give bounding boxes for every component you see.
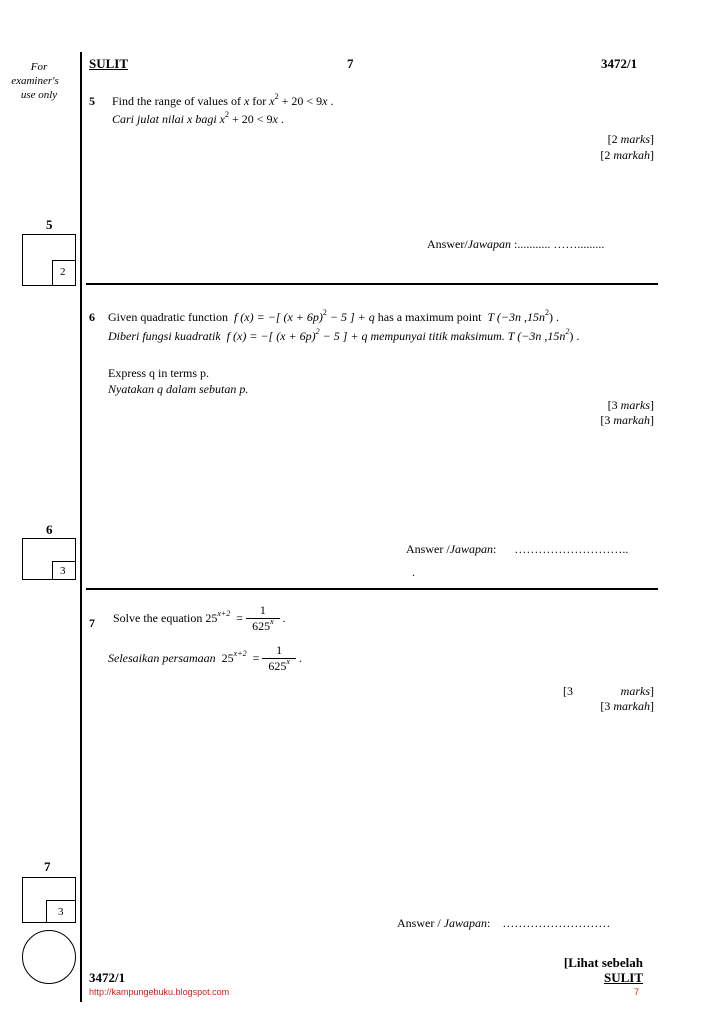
footer-turn-over: [Lihat sebelah: [563, 955, 643, 970]
q7-en-end: .: [282, 611, 286, 625]
q6-ms-func-exp: 2: [315, 327, 320, 336]
margin-label: [6, 60, 72, 102]
q7-malay: [108, 643, 302, 674]
q7-marks-ms-open: [3: [600, 699, 611, 713]
footer-page: 7: [634, 987, 640, 997]
q5-ms-ineq-rest: + 20 < 9: [232, 112, 273, 126]
q7-en-exp: x+2: [217, 609, 231, 618]
q6-marks-en-word: marks: [620, 398, 650, 412]
q7-en-equals: =: [236, 611, 244, 625]
q7-answer-dots[interactable]: : ………………………: [487, 916, 611, 930]
footer-url[interactable]: http://kampungebuku.blogspot.com: [89, 987, 230, 997]
q5-answer-dots[interactable]: :........... …….........: [514, 237, 605, 251]
q7-ms-base: 25: [221, 651, 234, 665]
q6-answer-label: Answer /: [406, 542, 450, 556]
q5-answer-line: [427, 237, 604, 252]
q7-marks-ms: [600, 699, 654, 714]
q6-marks-en-close: ]: [650, 398, 654, 412]
footer-code: 3472/1: [89, 970, 126, 985]
q5-ms-ineq-base: x: [219, 112, 225, 126]
q7-answer-label: Answer /: [397, 916, 441, 930]
q7-answer-line: [397, 916, 610, 931]
q6-express-en: Express q in terms p.: [108, 366, 209, 380]
q5-answer-label-it: Jawapan: [467, 237, 512, 251]
q7-ms-frac-den-exp: x: [286, 657, 290, 666]
q6-ms-point-exp: 2: [565, 327, 570, 336]
q6-ms-prefix: Diberi fungsi kuadratik: [108, 329, 221, 343]
q6-ms-mid: mempunyai titik maksimum.: [370, 329, 505, 343]
q7-marks-en-word: marks: [620, 684, 650, 698]
q5-ms-prefix: Cari julat nilai x bagi: [112, 112, 217, 126]
q5-en-ineq-rest: + 20 < 9: [281, 94, 323, 108]
header-code: 3472/1: [601, 56, 638, 71]
q7-en-prefix: Solve the equation: [113, 611, 203, 625]
q6-ms-func-rest: − 5 ] + q: [322, 329, 368, 343]
q6-express-ms: Nyatakan q dalam sebutan p.: [108, 382, 249, 396]
q7-number: 7: [89, 616, 95, 630]
q6-answer-label-it: Jawapan: [449, 542, 494, 556]
footer-sulit: SULIT: [603, 970, 643, 985]
q6-divider: [86, 588, 658, 590]
total-score-circle[interactable]: [22, 930, 76, 984]
q7-ms-end: .: [298, 651, 302, 665]
q6-box-number: 6: [46, 522, 53, 537]
q7-ms-exp: x+2: [233, 649, 247, 658]
q7-en-frac-den-exp: x: [270, 617, 274, 626]
q6-marks-ms: [600, 413, 654, 428]
q7-marks-en-open: [3: [563, 684, 573, 698]
q7-marks-ms-word: markah: [613, 699, 650, 713]
q6-ms-point: T (−3n ,15n: [507, 329, 566, 343]
q6-english: [108, 310, 559, 325]
q6-en-prefix: Given quadratic function: [108, 310, 228, 324]
q6-number: 6: [89, 310, 95, 324]
q6-en-point-close: ) .: [549, 310, 559, 324]
q7-marks-en: [563, 684, 654, 699]
q7-ms-equals: =: [252, 651, 260, 665]
q7-marks-en-close: ]: [650, 684, 654, 698]
header-page-number: 7: [347, 56, 354, 71]
q5-marks-en-word: marks: [620, 132, 650, 146]
q5-marks-en-open: [2: [607, 132, 618, 146]
q7-ms-frac-den: 625: [268, 659, 287, 673]
margin-label-line3: use only: [20, 89, 58, 101]
q6-answer-dot: .: [412, 565, 415, 579]
q5-marks-ms: [600, 148, 654, 163]
q5-answer-label: Answer/: [427, 237, 468, 251]
q5-en-ineq-base: x: [269, 94, 275, 108]
q7-box-number: 7: [44, 859, 51, 874]
q5-en-var: x: [243, 94, 250, 108]
q5-divider: [86, 283, 658, 285]
q5-marks-ms-close: ]: [650, 148, 654, 162]
q7-ms-prefix: Selesaikan persamaan: [108, 651, 216, 665]
q7-answer-label-it: Jawapan: [443, 916, 488, 930]
q6-box-marks: 3: [60, 565, 66, 577]
q5-ms-ineq-exp: 2: [225, 110, 229, 119]
q6-ms-func: f (x) = −[ (x + 6p): [226, 329, 316, 343]
q6-answer-dots[interactable]: : ………………………..: [493, 542, 629, 556]
q5-en-ineq-exp: 2: [274, 92, 279, 101]
q7-en-frac-den: 625: [252, 619, 271, 633]
q6-marks-ms-close: ]: [650, 413, 654, 427]
q5-box-marks: 2: [60, 266, 66, 278]
q5-ms-ineq-var: x: [272, 112, 278, 126]
q7-english: [113, 603, 286, 634]
q6-en-func-exp: 2: [322, 308, 327, 317]
q6-ms-point-close: ) .: [569, 329, 580, 343]
q5-english: Find the range of values of x for $x^2 + 20 < 9x$ .: [112, 92, 334, 108]
q7-ms-frac-num: 1: [262, 643, 296, 659]
q6-en-point: T (−3n ,15n: [487, 310, 545, 324]
q5-marks-ms-word: markah: [613, 148, 650, 162]
q7-en-base: 25: [205, 611, 218, 625]
q5-malay: Cari julat nilai x bagi $x^2 + 20 < 9x$ .: [112, 110, 284, 126]
q7-marks-ms-close: ]: [650, 699, 654, 713]
q6-marks-en-open: [3: [607, 398, 618, 412]
q5-marks-ms-open: [2: [600, 148, 611, 162]
q6-answer-line: [406, 542, 628, 557]
q6-en-mid: has a maximum point: [377, 310, 482, 324]
q6-en-func: f (x) = −[ (x + 6p): [233, 310, 323, 324]
margin-label-line2: examiner's: [11, 75, 59, 87]
q5-en-for: for: [252, 94, 267, 108]
q5-en-ineq-var: x: [322, 94, 328, 108]
margin-label-line1: For: [30, 61, 48, 73]
q6-marks-en: [608, 398, 654, 413]
margin-divider: [80, 52, 82, 1002]
q6-marks-ms-word: markah: [613, 413, 650, 427]
q6-marks-ms-open: [3: [600, 413, 611, 427]
q5-marks-en-close: ]: [650, 132, 654, 146]
q6-malay: [108, 329, 579, 344]
q7-box-marks: 3: [58, 906, 64, 918]
q6-en-func-rest: − 5 ] + q: [329, 310, 375, 324]
q5-en-prefix: Find the range of values of: [112, 94, 241, 108]
q5-box-number: 5: [46, 217, 53, 232]
q6-en-point-exp: 2: [545, 308, 549, 317]
q5-marks-en: [608, 132, 654, 147]
q5-number: 5: [89, 94, 95, 108]
header-sulit: SULIT: [89, 56, 129, 71]
q7-en-frac-num: 1: [246, 603, 280, 619]
